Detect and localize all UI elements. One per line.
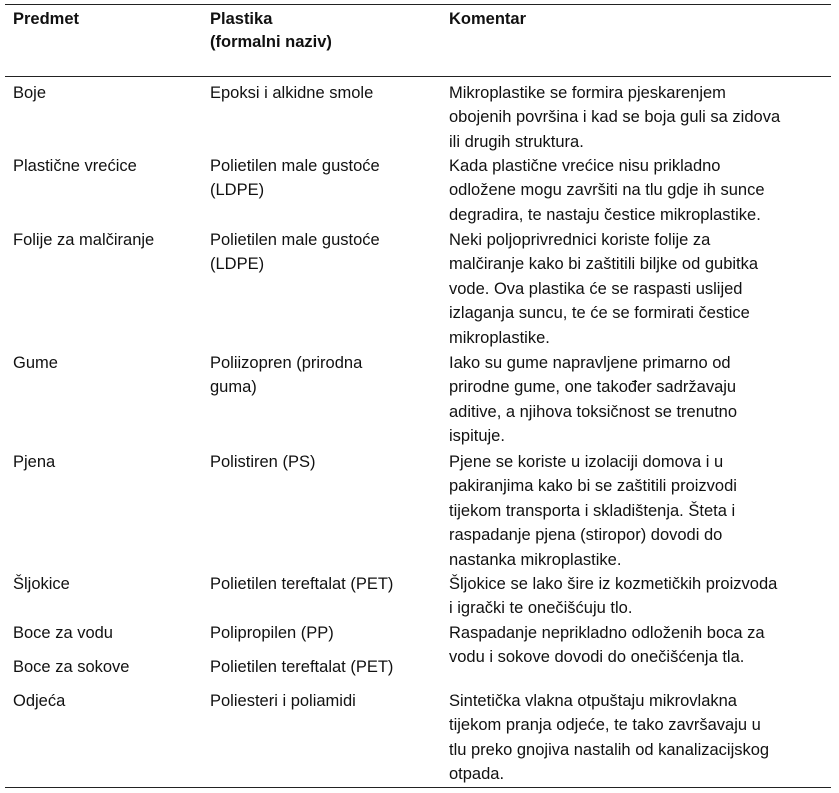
row-plastic: Polipropilen (PP) xyxy=(210,624,334,642)
row-comment: Pjene se koriste u izolaciji domova i u pakiranjima kako bi se zaštitili proizvodi tijekom transporta i skladištenja. Šteta i raspadanje pjena (stiropor) dovodi do nastanka mikroplastike. xyxy=(449,453,737,569)
row-comment: Mikroplastike se formira pjeskarenjem obojenih površina i kad se boja guli sa zidova ili drugih struktura. xyxy=(449,84,781,151)
row-item: Pjena xyxy=(13,453,56,471)
row-item: Folije za malčiranje xyxy=(13,231,155,249)
row-item: Boje xyxy=(13,84,47,102)
row-item: Boce za vodu xyxy=(13,624,113,642)
row-plastic: Polietilen male gustoće (LDPE) xyxy=(210,157,380,200)
table-bottom-rule xyxy=(5,787,831,788)
row-plastic: Polietilen male gustoće (LDPE) xyxy=(210,231,380,274)
row-comment: Šljokice se lako šire iz kozmetičkih proizvoda i igrački te onečišćuju tlo. xyxy=(449,575,778,618)
row-plastic: Polistiren (PS) xyxy=(210,453,316,471)
header-item: Predmet xyxy=(13,10,80,28)
row-plastic: Poliesteri i poliamidi xyxy=(210,692,356,710)
row-plastic: Poliizopren (prirodna guma) xyxy=(210,354,363,397)
row-comment: Raspadanje neprikladno odloženih boca za vodu i sokove dovodi do onečišćenja tla. xyxy=(449,624,765,667)
row-item: Boce za sokove xyxy=(13,658,130,676)
row-item: Odjeća xyxy=(13,692,66,710)
row-item: Plastične vrećice xyxy=(13,157,137,175)
row-item: Gume xyxy=(13,354,58,372)
header-comment: Komentar xyxy=(449,10,527,28)
row-comment: Iako su gume napravljene primarno od prirodne gume, one također sadržavaju aditive, a njihova toksičnost se trenutno ispituje. xyxy=(449,354,738,446)
row-item: Šljokice xyxy=(13,575,70,593)
row-plastic: Epoksi i alkidne smole xyxy=(210,84,374,102)
table-top-rule xyxy=(5,4,831,5)
header-plastic: Plastika (formalni naziv) xyxy=(210,10,332,51)
row-comment: Neki poljoprivrednici koriste folije za malčiranje kako bi zaštitili biljke od gubitka vode. Ova plastika će se raspasti uslijed izlaganja suncu, te će se formirati čestice mikroplastike. xyxy=(449,231,759,347)
row-comment: Kada plastične vrećice nisu prikladno odložene mogu završiti na tlu gdje ih sunce degradira, te nastaju čestice mikroplastike. xyxy=(449,157,765,224)
row-comment: Sintetička vlakna otpuštaju mikrovlakna tijekom pranja odjeće, te tako završavaju u tlu preko gnojiva nastalih od kanalizacijskog otpada. xyxy=(449,692,770,784)
row-plastic: Polietilen tereftalat (PET) xyxy=(210,575,394,593)
header-rule xyxy=(5,76,831,77)
row-plastic: Polietilen tereftalat (PET) xyxy=(210,658,394,676)
